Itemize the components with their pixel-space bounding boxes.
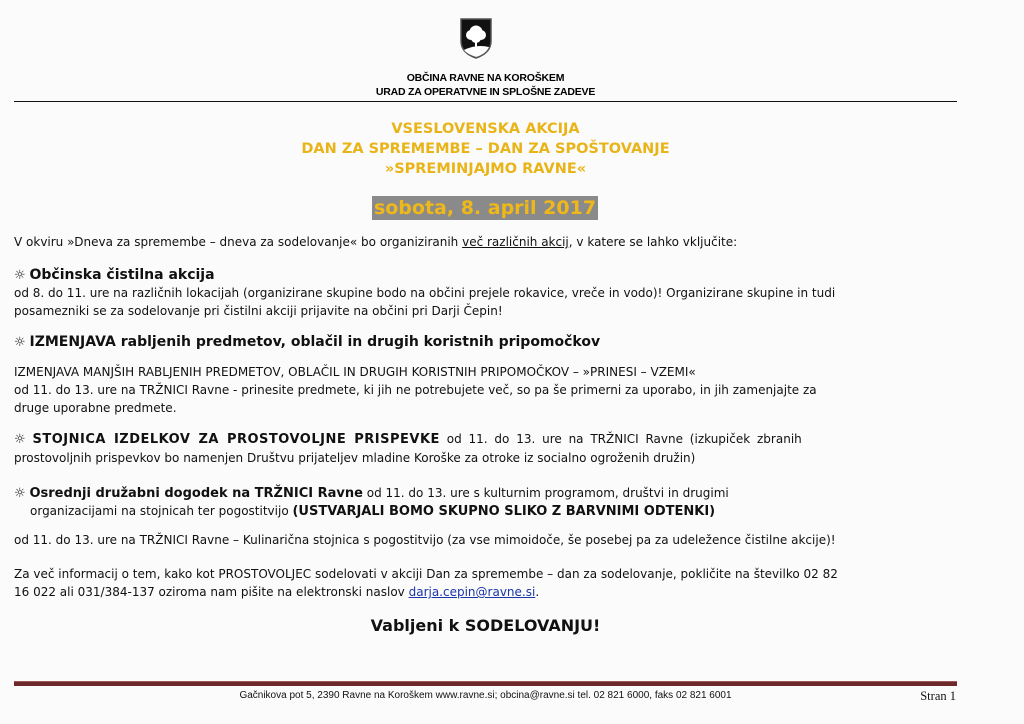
coat-of-arms-logo-icon — [459, 17, 493, 59]
contact-line-1: Za več informacij o tem, kako kot PROSTOVOLJEC sodelovati v akciji Dan za spremembe – dan za sodelovanje, pokličite na številko 02 82 — [14, 567, 838, 581]
department-name: URAD ZA OPERATVNE IN SPLOŠNE ZADEVE — [375, 86, 596, 98]
intro-before: V okviru »Dneva za spremembe – dneva za sodelovanje« bo organiziranih — [14, 235, 463, 249]
section-exchange-line-3: druge uporabne predmete. — [14, 401, 177, 415]
event-date: sobota, 8. april 2017 — [373, 197, 597, 219]
page-number: Stran 1 — [920, 689, 956, 703]
section-cleanup-line-2: posamezniki se za sodelovanje pri čistilni akciji prijavite na občini pri Darji Čepin! — [14, 304, 503, 318]
section-heading: STOJNICA IZDELKOV ZA PROSTOVOLJNE PRISPEVKE — [32, 432, 440, 447]
title-line-1: VSESLOVENSKA AKCIJA — [391, 121, 580, 137]
intro-paragraph — [14, 233, 957, 251]
footer-divider — [14, 681, 957, 686]
section-event-rest: od 11. do 13. ure s kulturnim programom, društvi in drugimi — [362, 486, 729, 500]
section-stall-line-2: prostovoljnih prispevkov bo namenjen Društvu prijateljev mladine Koroške za otroke iz socialno ogroženih družin) — [14, 451, 696, 465]
section-exchange-line-1: IZMENJAVA MANJŠIH RABLJENIH PREDMETOV, OBLAČIL IN DRUGIH KORISTNIH PRIPOMOČKOV – »PRINESI – VZEMI« — [14, 365, 696, 379]
sun-icon: ☼ — [14, 486, 26, 501]
organization-name: OBČINA RAVNE NA KOROŠKEM — [406, 72, 565, 84]
intro-after: , v katere se lahko vključite: — [568, 235, 738, 249]
section-stall-rest: od 11. do 13. ure na TRŽNICI Ravne (izkupiček zbranih — [439, 432, 802, 446]
section-heading: IZMENJAVA rabljenih predmetov, oblačil in drugih koristnih pripomočkov — [29, 334, 601, 350]
sun-icon: ☼ — [14, 268, 26, 283]
intro-underlined: več različnih akcij — [462, 235, 569, 249]
closing-invitation: Vabljeni k SODELOVANJU! — [370, 616, 601, 635]
section-exchange-line-2: od 11. do 13. ure na TRŽNICI Ravne - prinesite predmete, ki jih ne potrebujete več, so pa še primerni za uporabo, in jih zamenjajte za — [14, 383, 817, 397]
section-event-emphasis: (USTVARJALI BOMO SKUPNO SLIKO Z BARVNIMI ODTENKI) — [292, 504, 716, 519]
section-heading: Občinska čistilna akcija — [29, 267, 215, 283]
section-cleanup-heading — [14, 266, 957, 285]
section-stall-line-1 — [14, 430, 957, 449]
section-event-line-2-text: organizacijami na stojnicah ter pogostitvijo — [30, 504, 293, 518]
contact-email-link[interactable]: darja.cepin@ravne.si — [408, 585, 536, 599]
sun-icon: ☼ — [14, 335, 26, 350]
title-line-2: DAN ZA SPREMEMBE – DAN ZA SPOŠTOVANJE — [301, 141, 670, 157]
section-heading: Osrednji družabni dogodek na TRŽNICI Ravne — [29, 486, 363, 501]
contact-line-2 — [14, 583, 957, 601]
section-event-line-2 — [30, 502, 973, 521]
section-exchange-heading — [14, 333, 957, 352]
sun-icon: ☼ — [14, 432, 26, 447]
title-line-3: »SPREMINJAJMO RAVNE« — [384, 161, 587, 177]
footer-address: Gačnikova pot 5, 2390 Ravne na Koroškem www.ravne.si; obcina@ravne.si tel. 02 821 6000, faks 02 821 6001 — [239, 690, 732, 701]
contact-end: . — [535, 585, 540, 599]
section-event-line-1 — [14, 484, 957, 503]
header-divider — [14, 101, 957, 102]
contact-text: 16 022 ali 031/384-137 oziroma nam pišite na elektronski naslov — [14, 585, 409, 599]
culinary-paragraph: od 11. do 13. ure na TRŽNICI Ravne – Kulinarična stojnica s pogostitvijo (za vse mimoidoče, še posebej pa za udeležence čistilne akcije)! — [14, 533, 836, 547]
section-cleanup-line-1: od 8. do 11. ure na različnih lokacijah (organizirane skupine bodo na občini prejele rokavice, vreče in vodo)! Organizirane skupine in tudi — [14, 286, 836, 300]
